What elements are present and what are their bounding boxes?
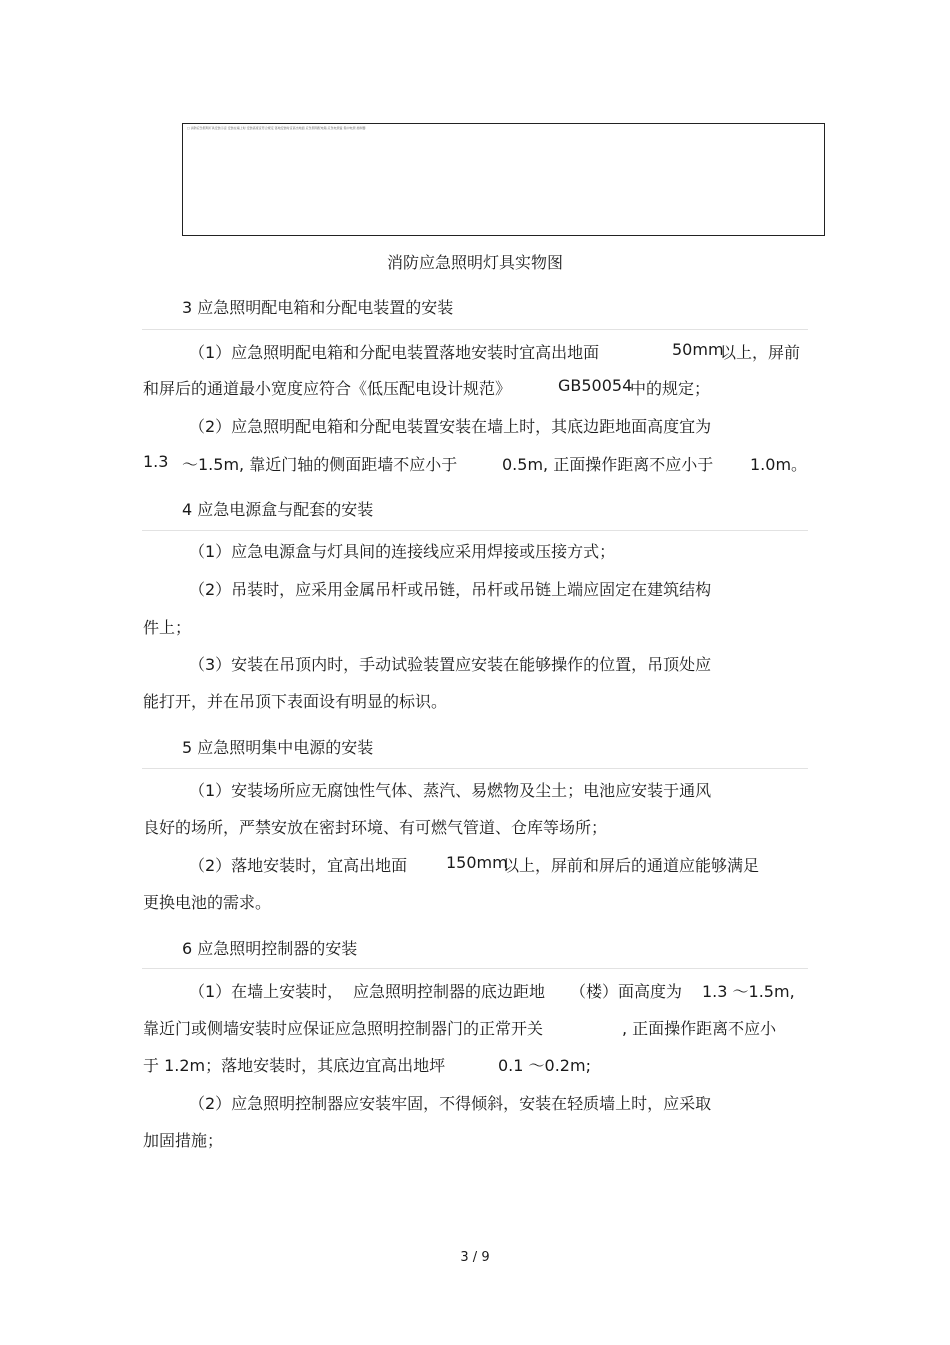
paragraph-line: （3）安装在吊顶内时，手动试验装置应安装在能够操作的位置，吊顶处应 (189, 655, 712, 674)
paragraph-line: 50mm (672, 340, 724, 359)
paragraph-line: ～1.5m, 靠近门轴的侧面距墙不应小于 (182, 455, 458, 474)
section-heading: 5 应急照明集中电源的安装 (182, 738, 374, 757)
figure-tiny-text: □ 消防应急照明灯具安装示意 安装在墙上时 安装高度宜符合规定 落地安装时宜高出地面 应急照明配电箱 应急电源盒 集中电源 控制器 (187, 126, 366, 130)
paragraph-line: （2）落地安装时，宜高出地面 (189, 856, 408, 875)
paragraph-line: 1.3 (143, 452, 169, 471)
paragraph-line: （1）在墙上安装时， (189, 982, 344, 1001)
section-divider (142, 329, 808, 330)
paragraph-line: 150mm (446, 853, 508, 872)
section-divider (142, 530, 808, 531)
paragraph-line: 1.0m。 (750, 455, 808, 474)
paragraph-line: 良好的场所，严禁安放在密封环境、有可燃气管道、仓库等场所； (143, 818, 608, 837)
paragraph-line: 以上，屏前和屏后的通道应能够满足 (503, 856, 760, 875)
section-heading: 3 应急照明配电箱和分配电装置的安装 (182, 298, 454, 317)
page-number: 3 / 9 (460, 1250, 490, 1265)
paragraph-line: 于 1.2m；落地安装时，其底边宜高出地坪 (143, 1056, 446, 1075)
paragraph-line: , 正面操作距离不应小 (622, 1019, 777, 1038)
section-heading: 4 应急电源盒与配套的安装 (182, 500, 374, 519)
paragraph-line: （2）吊装时，应采用金属吊杆或吊链，吊杆或吊链上端应固定在建筑结构 (189, 580, 712, 599)
paragraph-line: 0.1 ～0.2m; (498, 1056, 591, 1075)
paragraph-line: （1）应急照明配电箱和分配电装置落地安装时宜高出地面 (189, 343, 600, 362)
figure-image (182, 123, 825, 236)
paragraph-line: （楼）面高度为 (570, 982, 683, 1001)
paragraph-line: 件上； (143, 618, 192, 637)
section-divider (142, 968, 808, 969)
figure-caption: 消防应急照明灯具实物图 (386, 253, 563, 272)
paragraph-line: （1）应急电源盒与灯具间的连接线应采用焊接或压接方式； (189, 542, 616, 561)
paragraph-line: 0.5m, 正面操作距离不应小于 (502, 455, 714, 474)
paragraph-line: 和屏后的通道最小宽度应符合《低压配电设计规范》 (143, 379, 512, 398)
paragraph-line: 靠近门或侧墙安装时应保证应急照明控制器门的正常开关 (143, 1019, 544, 1038)
paragraph-line: （1）安装场所应无腐蚀性气体、蒸汽、易燃物及尘土；电池应安装于通风 (189, 781, 712, 800)
paragraph-line: 更换电池的需求。 (143, 893, 272, 912)
paragraph-line: GB50054 (558, 376, 633, 395)
paragraph-line: 加固措施； (143, 1131, 224, 1150)
paragraph-line: 中的规定； (630, 379, 711, 398)
paragraph-line: 以上，屏前 (720, 343, 801, 362)
section-heading: 6 应急照明控制器的安装 (182, 939, 358, 958)
paragraph-line: 1.3 ～1.5m, (702, 982, 795, 1001)
section-divider (142, 768, 808, 769)
paragraph-line: 应急照明控制器的底边距地 (353, 982, 546, 1001)
paragraph-line: 能打开，并在吊顶下表面设有明显的标识。 (143, 692, 448, 711)
paragraph-line: （2）应急照明配电箱和分配电装置安装在墙上时，其底边距地面高度宜为 (189, 417, 712, 436)
paragraph-line: （2）应急照明控制器应安装牢固，不得倾斜，安装在轻质墙上时，应采取 (189, 1094, 712, 1113)
